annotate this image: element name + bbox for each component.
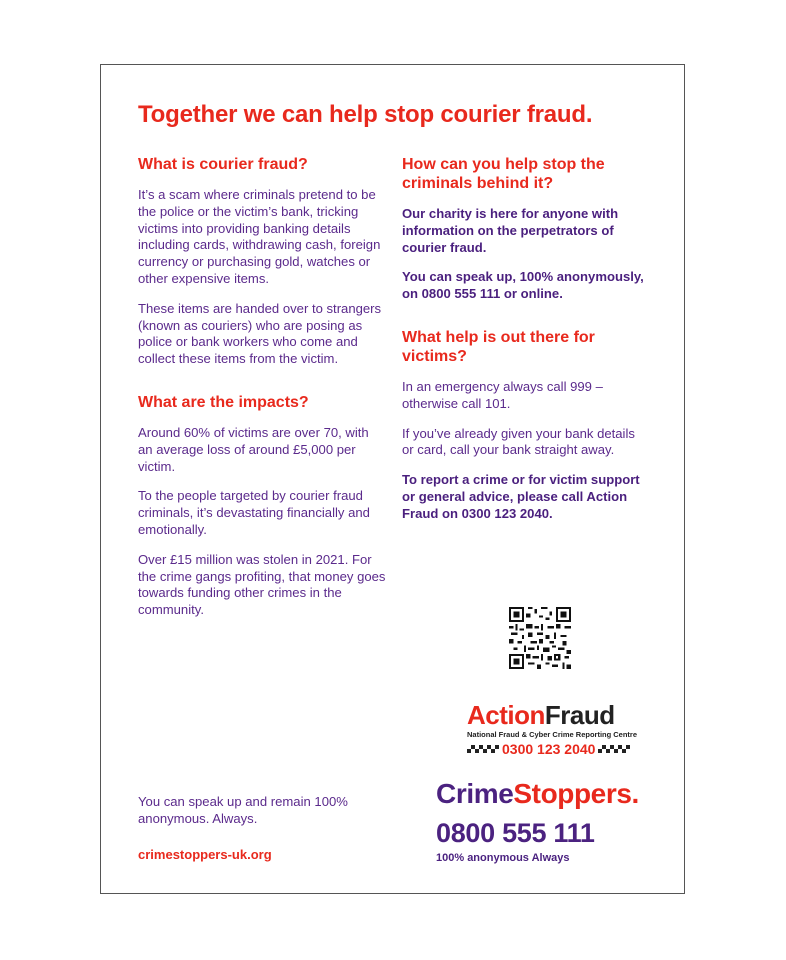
action-fraud-subtitle: National Fraud & Cyber Crime Reporting Centre [467,730,638,739]
website-link[interactable]: crimestoppers-uk.org [138,847,272,862]
paragraph: In an emergency always call 999 – otherwise call 101. [402,378,603,411]
right-column [402,155,648,536]
action-fraud-phone: 0300 123 2040 [502,741,596,757]
paragraph: To the people targeted by courier fraud criminals, it’s devastating financially and emotionally. [138,488,370,537]
checker-icon [598,745,630,753]
page-title: Together we can help stop courier fraud. [138,101,593,128]
crimestoppers-tagline: 100% anonymous Always [436,852,570,864]
action-fraud-logo [467,701,657,757]
paragraph: These items are handed over to strangers (known as couriers) who are posing as police or bank workers who come and collect these items from the victim. [138,300,382,367]
left-column [138,155,386,632]
heading-help-for-victims: What help is out there for victims? [402,328,595,365]
paragraph: Over £15 million was stolen in 2021. For the crime gangs profiting, that money goes towards funding other crimes in the community. [138,551,386,618]
crimestoppers-wordmark: CrimeStoppers. [436,778,639,809]
footer-tagline [138,794,398,828]
heading-what-are-the-impacts: What are the impacts? [138,393,309,411]
heading-how-can-you-help: How can you help stop the criminals behind it? [402,156,605,192]
paragraph-bold: Our charity is here for anyone with information on the perpetrators of courier fraud. [402,206,619,255]
paragraph-bold: To report a crime or for victim support or general advice, please call Action Fraud on 0300 123 2040. [402,472,640,521]
action-fraud-phone-row [467,741,657,757]
paragraph-bold: You can speak up, 100% anonymously, on 0800 555 111 or online. [402,269,644,302]
action-fraud-wordmark: ActionFraud [467,700,615,730]
qr-code-icon[interactable] [509,607,571,669]
crimestoppers-logo [436,778,676,864]
checker-icon [467,745,499,753]
leaflet-page [100,64,685,894]
paragraph: Around 60% of victims are over 70, with an average loss of around £5,000 per victim. [138,424,369,474]
crimestoppers-phone: 0800 555 111 [436,818,595,848]
footer-tagline-text: You can speak up and remain 100% anonymous. Always. [138,794,348,826]
heading-what-is-courier-fraud: What is courier fraud? [138,156,308,173]
paragraph: It’s a scam where criminals pretend to be the police or the victim’s bank, tricking victims into providing banking details including cards, withdrawing cash, foreign currency or purchasing gold, watches or other expensive items. [138,187,381,286]
paragraph: If you’ve already given your bank details or card, call your bank straight away. [402,425,635,458]
